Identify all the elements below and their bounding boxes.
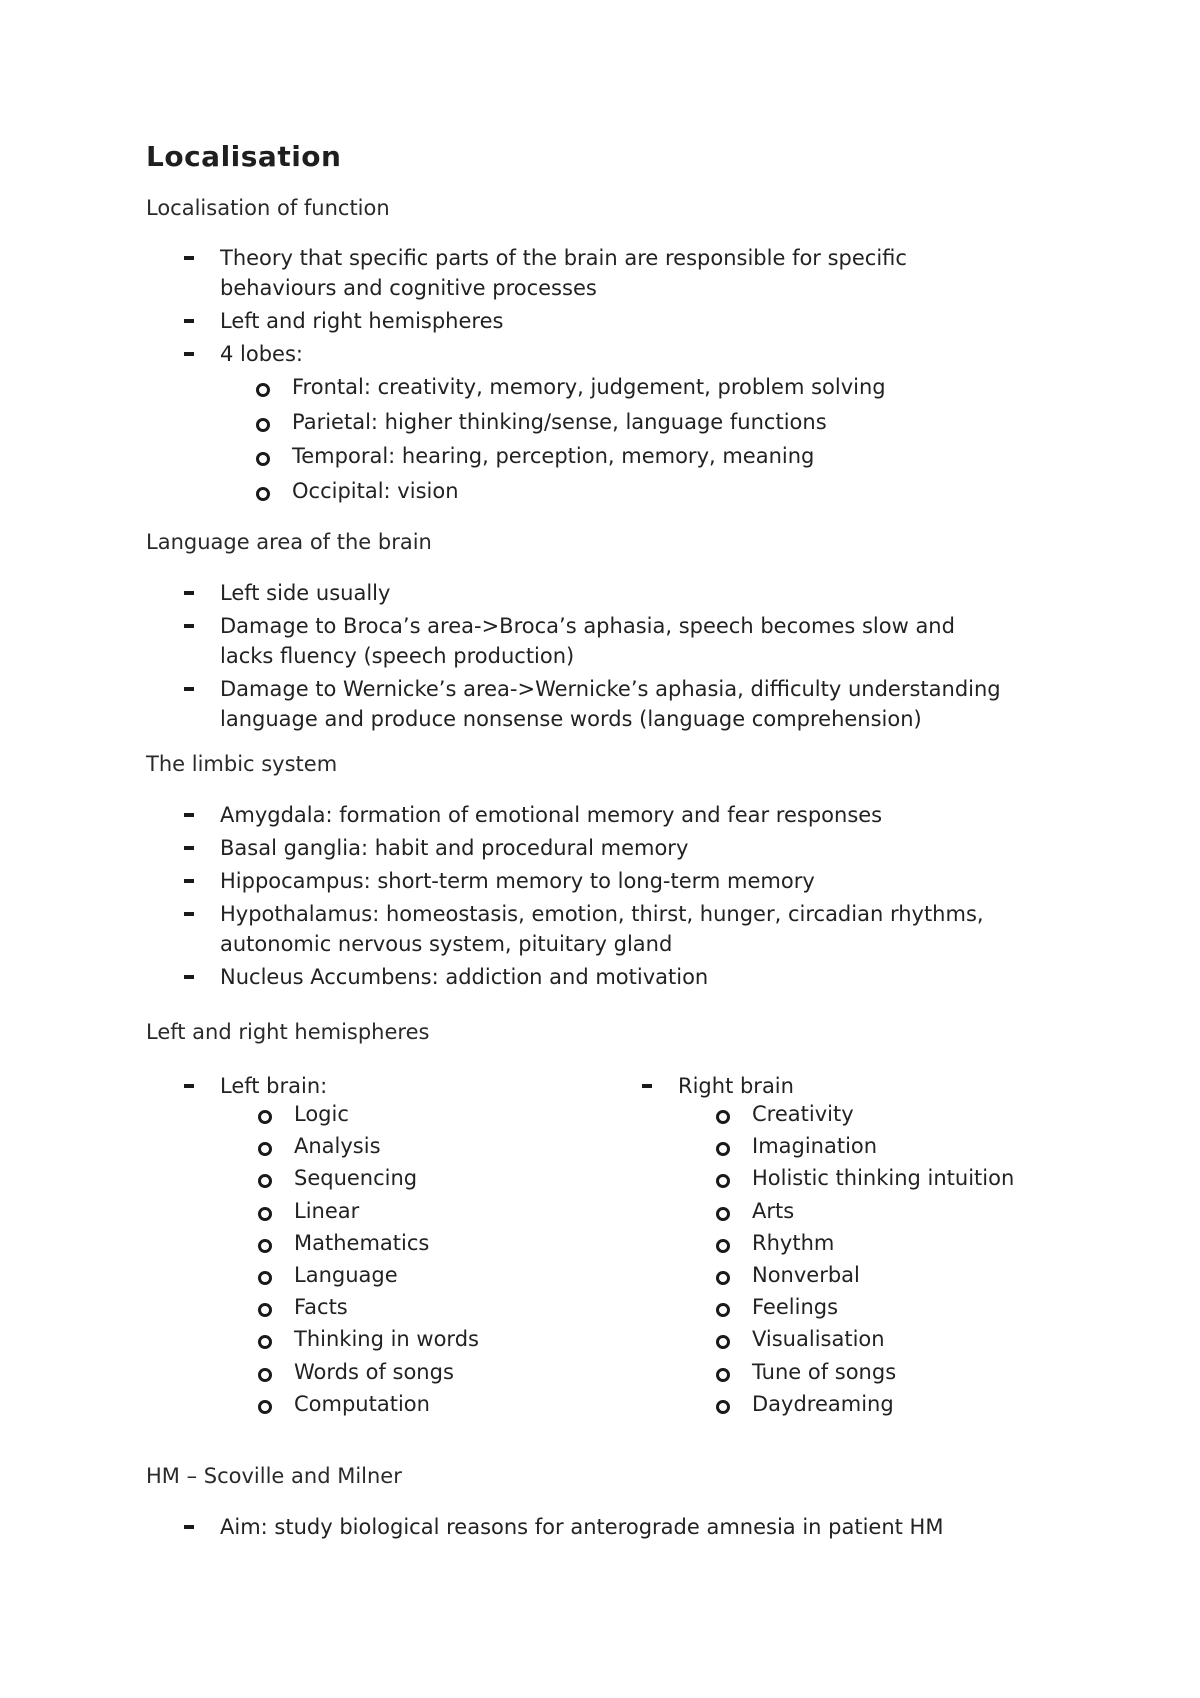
list-item [716, 1098, 1066, 1130]
list-item-text: Occipital: vision [292, 478, 459, 503]
language-area-list [184, 578, 1044, 737]
section-heading-hemispheres: Left and right hemispheres [146, 1020, 430, 1044]
list-item-text: Hypothalamus: homeostasis, emotion, thirst, hunger, circadian rhythms, autonomic nervous system, pituitary gland [220, 902, 984, 956]
dash-bullet-icon [184, 319, 194, 323]
list-item-text: Thinking in words [294, 1327, 479, 1352]
left-brain-list [184, 1071, 604, 1101]
list-item [642, 1071, 1066, 1101]
circle-bullet-icon [256, 452, 270, 466]
circle-bullet-icon [256, 418, 270, 432]
list-item-text: Nucleus Accumbens: addiction and motivation [220, 965, 709, 989]
list-item-text: Linear [294, 1198, 360, 1223]
list-item [258, 1291, 604, 1323]
circle-bullet-icon [258, 1368, 272, 1382]
section-heading-localisation-of-function: Localisation of function [146, 196, 390, 220]
circle-bullet-icon [256, 383, 270, 397]
circle-bullet-icon [258, 1303, 272, 1317]
dash-bullet-icon [184, 813, 194, 817]
list-item-text: Basal ganglia: habit and procedural memory [220, 836, 689, 860]
right-brain-column [642, 1071, 1066, 1420]
list-item-text: Daydreaming [752, 1391, 894, 1416]
circle-bullet-icon [258, 1400, 272, 1414]
dash-bullet-icon [184, 1084, 194, 1088]
limbic-system-list [184, 800, 1044, 995]
list-item [184, 339, 1044, 508]
lobes-list [256, 370, 1044, 508]
list-item [258, 1356, 604, 1388]
list-item [256, 439, 1044, 474]
list-item [184, 306, 1044, 336]
list-item [258, 1323, 604, 1355]
dash-bullet-icon [184, 879, 194, 883]
list-item [184, 674, 1065, 734]
dash-bullet-icon [184, 1525, 194, 1529]
list-item-text: Left and right hemispheres [220, 309, 504, 333]
list-item [256, 405, 1044, 440]
circle-bullet-icon [258, 1142, 272, 1156]
list-item-text: Computation [294, 1391, 430, 1416]
dash-bullet-icon [184, 352, 194, 356]
dash-bullet-icon [184, 687, 194, 691]
left-brain-column [184, 1071, 604, 1420]
list-item [184, 1512, 1044, 1542]
circle-bullet-icon [716, 1400, 730, 1414]
circle-bullet-icon [716, 1142, 730, 1156]
list-item [258, 1195, 604, 1227]
list-item [716, 1356, 1066, 1388]
list-item [184, 800, 1044, 830]
right-brain-list [642, 1071, 1066, 1101]
list-item [258, 1259, 604, 1291]
list-item [716, 1323, 1066, 1355]
list-item-text: Analysis [294, 1134, 381, 1159]
dash-bullet-icon [642, 1084, 652, 1088]
dash-bullet-icon [184, 624, 194, 628]
list-item [258, 1098, 604, 1130]
list-item [716, 1130, 1066, 1162]
circle-bullet-icon [258, 1239, 272, 1253]
list-item-text: Logic [294, 1102, 349, 1126]
list-item-text: Damage to Broca’s area->Broca’s aphasia, speech becomes slow and lacks fluency (speech production) [220, 614, 955, 668]
list-item [716, 1195, 1066, 1227]
list-item-text: Mathematics [294, 1230, 430, 1255]
list-item-text: Rhythm [752, 1230, 835, 1255]
list-item [716, 1162, 1066, 1194]
list-item-text: Temporal: hearing, perception, memory, meaning [292, 444, 815, 468]
section-heading-hm: HM – Scoville and Milner [146, 1464, 402, 1488]
list-item [258, 1227, 604, 1259]
list-item [716, 1291, 1066, 1323]
list-item-text: Imagination [752, 1134, 878, 1159]
dash-bullet-icon [184, 591, 194, 595]
list-item [716, 1227, 1066, 1259]
list-item-text: Nonverbal [752, 1263, 860, 1288]
list-item [258, 1162, 604, 1194]
circle-bullet-icon [716, 1239, 730, 1253]
list-item [184, 611, 1000, 671]
dash-bullet-icon [184, 256, 194, 260]
list-item-text: Creativity [752, 1102, 854, 1126]
list-item-text: Visualisation [752, 1327, 885, 1352]
left-brain-items [258, 1098, 604, 1420]
circle-bullet-icon [258, 1174, 272, 1188]
list-item [716, 1388, 1066, 1420]
localisation-of-function-list [184, 243, 1044, 511]
list-item-text: Frontal: creativity, memory, judgement, problem solving [292, 375, 886, 399]
list-item [184, 899, 1050, 959]
hm-list [184, 1512, 1044, 1542]
circle-bullet-icon [258, 1207, 272, 1221]
list-item-text: Feelings [752, 1295, 839, 1320]
list-item-text: Theory that specific parts of the brain are responsible for specific behaviours and cognitive processes [220, 246, 907, 300]
circle-bullet-icon [716, 1335, 730, 1349]
list-item [184, 243, 980, 303]
circle-bullet-icon [716, 1271, 730, 1285]
list-item [184, 578, 1044, 608]
circle-bullet-icon [716, 1207, 730, 1221]
list-item-text: Tune of songs [752, 1359, 897, 1384]
list-item [184, 1071, 604, 1101]
circle-bullet-icon [258, 1110, 272, 1124]
list-item [184, 833, 1044, 863]
dash-bullet-icon [184, 912, 194, 916]
list-item-text: Amygdala: formation of emotional memory and fear responses [220, 803, 883, 827]
circle-bullet-icon [716, 1174, 730, 1188]
section-heading-language-area: Language area of the brain [146, 530, 432, 554]
list-item-text: Arts [752, 1198, 795, 1223]
list-item-text: Aim: study biological reasons for anterograde amnesia in patient HM [220, 1515, 944, 1539]
circle-bullet-icon [258, 1271, 272, 1285]
list-item [256, 474, 1044, 509]
right-brain-items [716, 1098, 1066, 1420]
list-item-text: Hippocampus: short-term memory to long-term memory [220, 869, 815, 893]
list-item [716, 1259, 1066, 1291]
circle-bullet-icon [716, 1303, 730, 1317]
list-item-text: Holistic thinking intuition [752, 1166, 1015, 1191]
list-item-text: Parietal: higher thinking/sense, language functions [292, 409, 827, 434]
left-brain-label: Left brain: [220, 1074, 328, 1098]
list-item-text: Left side usually [220, 581, 391, 605]
list-item [258, 1130, 604, 1162]
page-title: Localisation [146, 140, 342, 173]
circle-bullet-icon [716, 1110, 730, 1124]
list-item [258, 1388, 604, 1420]
section-heading-limbic-system: The limbic system [146, 752, 338, 776]
dash-bullet-icon [184, 846, 194, 850]
list-item [184, 866, 1044, 896]
right-brain-label: Right brain [678, 1074, 794, 1098]
list-item-text: Sequencing [294, 1166, 418, 1191]
list-item-text: Facts [294, 1295, 348, 1320]
circle-bullet-icon [258, 1335, 272, 1349]
list-item-text: Language [294, 1263, 398, 1288]
list-item [184, 962, 1044, 992]
list-item [256, 370, 1044, 405]
circle-bullet-icon [716, 1368, 730, 1382]
dash-bullet-icon [184, 975, 194, 979]
circle-bullet-icon [256, 487, 270, 501]
list-item-text: Words of songs [294, 1359, 454, 1384]
list-item-text: 4 lobes: [220, 342, 303, 366]
list-item-text: Damage to Wernicke’s area->Wernicke’s aphasia, difficulty understanding language and produce nonsense words (language comprehension) [220, 677, 1001, 731]
